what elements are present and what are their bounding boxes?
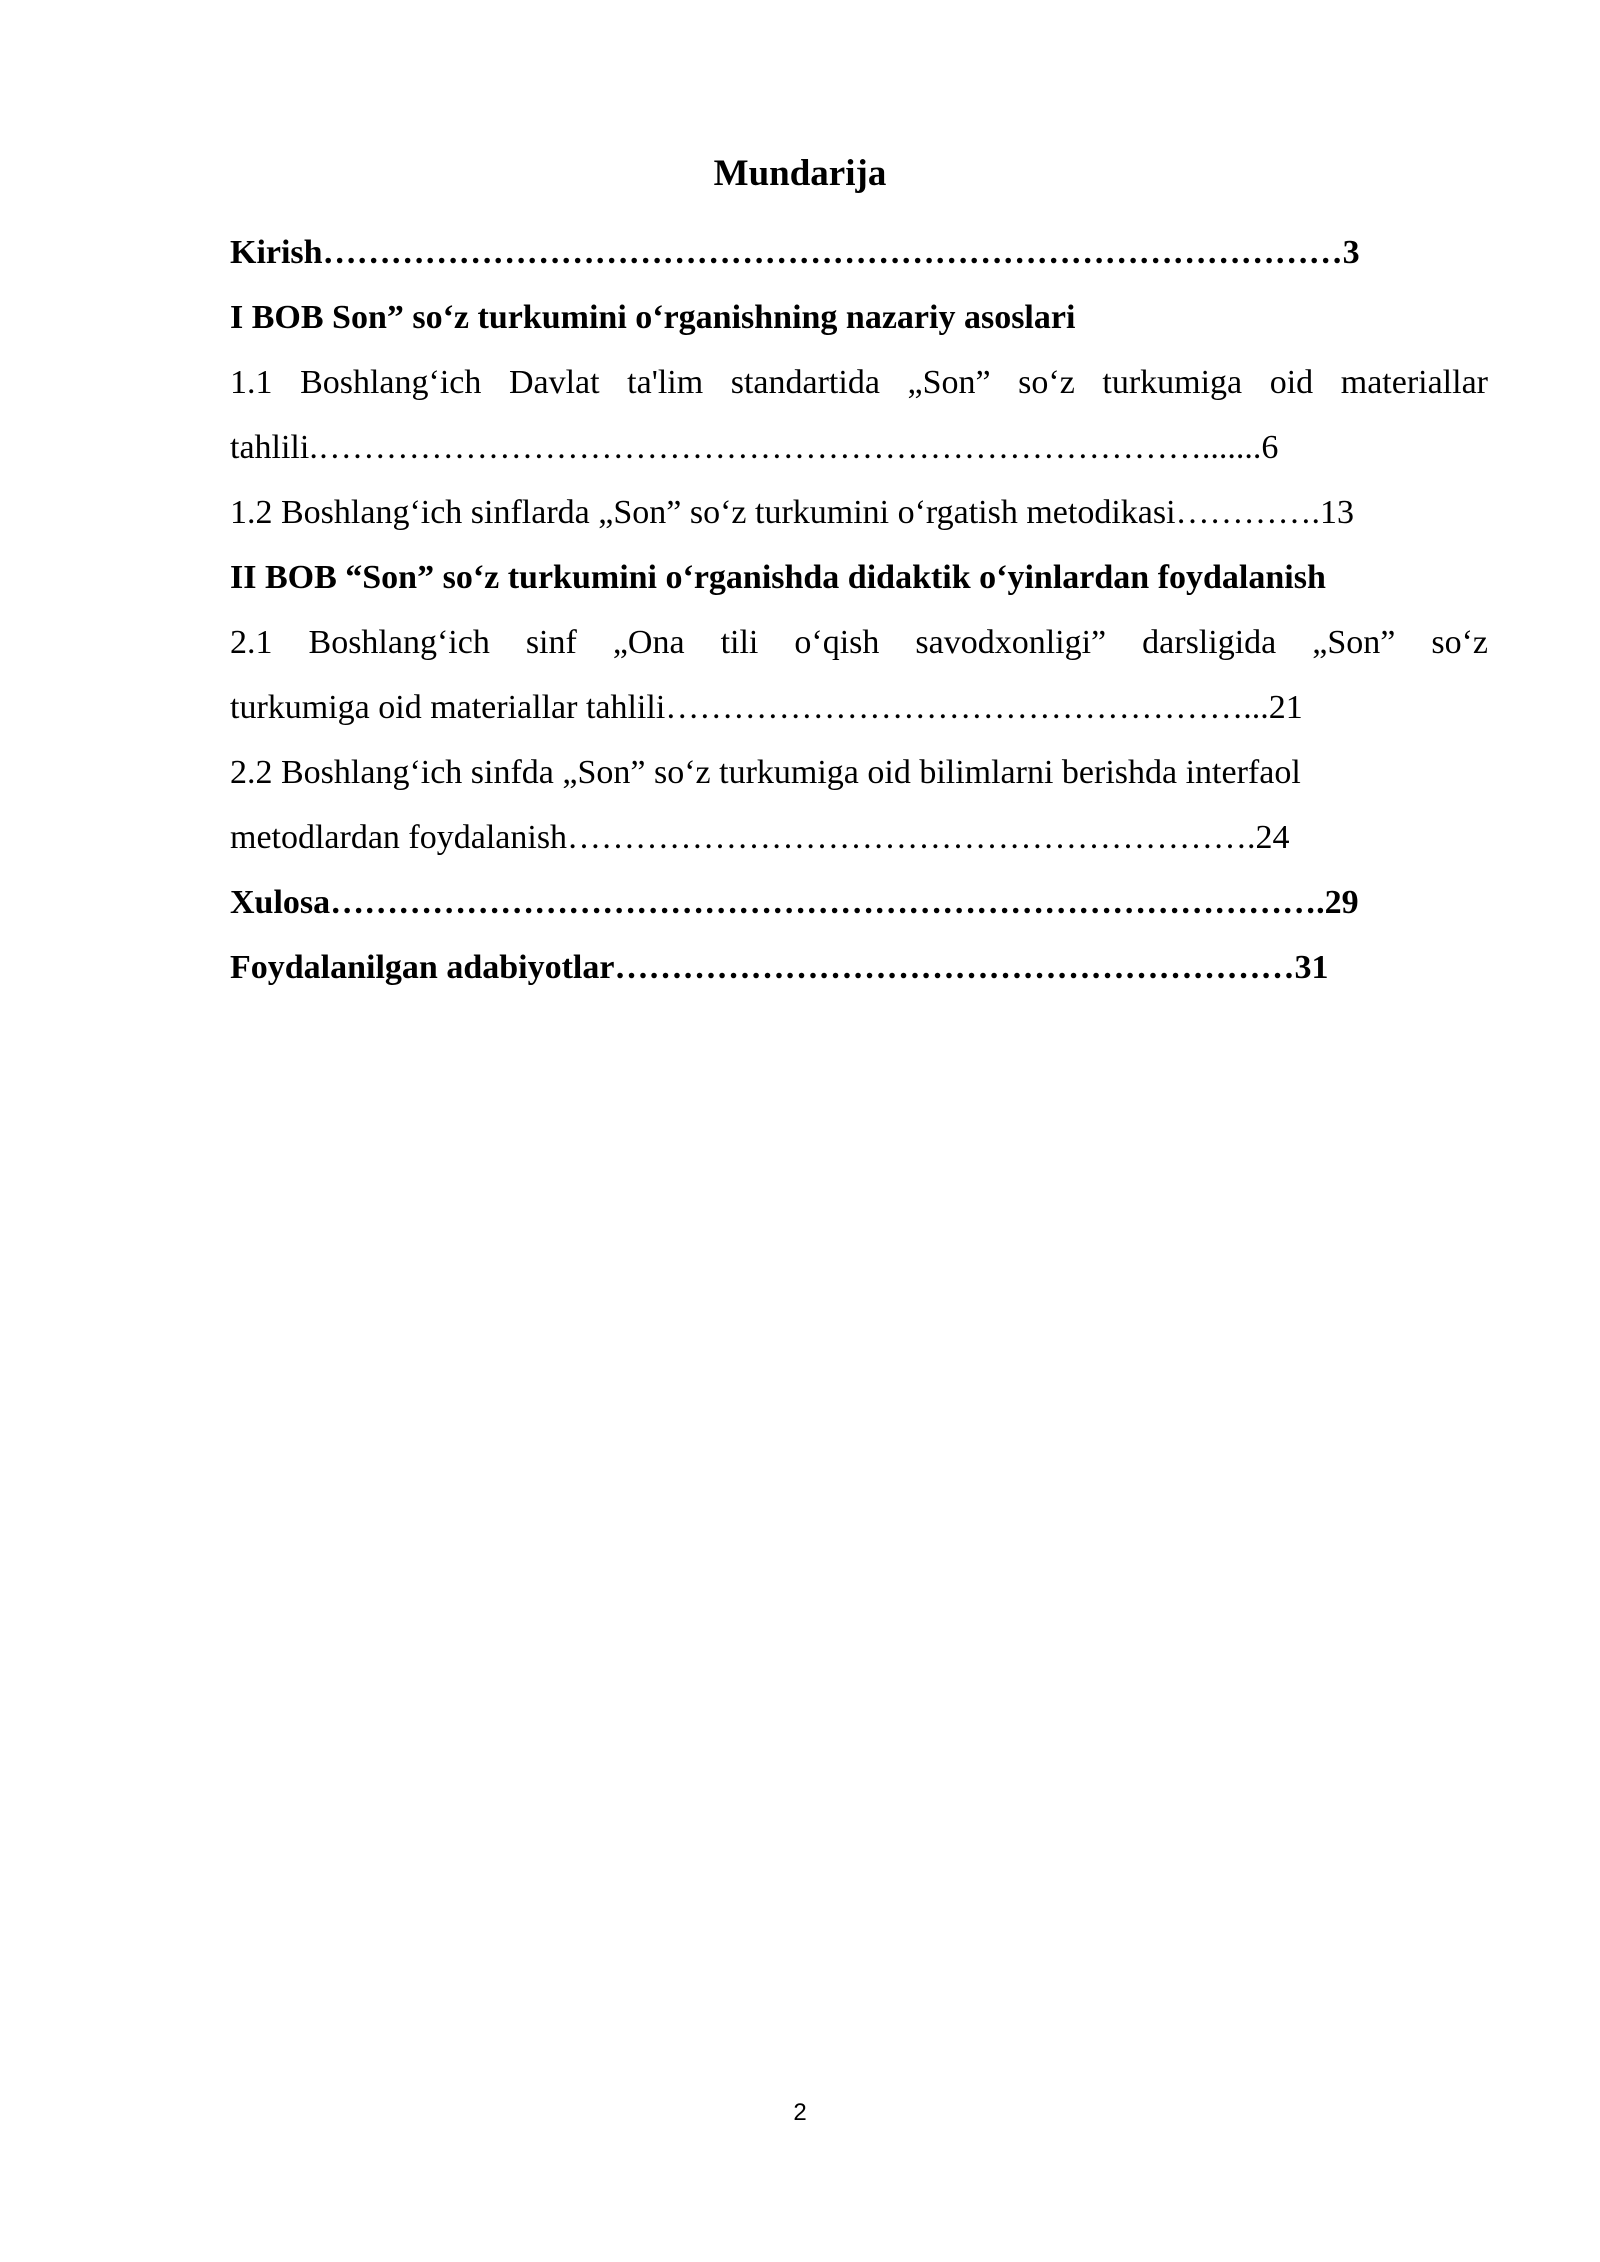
toc-entry-xulosa: Xulosa…………………………………………………………………………….29 [230, 884, 1359, 921]
toc-entry-adabiyotlar: Foydalanilgan adabiyotlar……………………………………………………31 [230, 949, 1329, 986]
toc-entry-1-1-line-2: tahlili.…………………………………………………………………….......6 [230, 429, 1279, 466]
toc-entry-2-1-line-2: turkumiga oid materiallar tahlili……………………………………………...21 [230, 689, 1303, 726]
toc-chapter-2-title: II BOB “Son” so‘z turkumini o‘rganishda didaktik o‘yinlardan foydalanish [230, 559, 1326, 596]
toc-chapter-1-title: I BOB Son” so‘z turkumini o‘rganishning nazariy asoslari [230, 299, 1076, 336]
toc-entry-1-1-line-1: 1.1 Boshlang‘ich Davlat ta'lim standartida „Son” so‘z turkumiga oid materiallar [230, 364, 1488, 401]
toc-entry-1-2: 1.2 Boshlang‘ich sinflarda „Son” so‘z turkumini o‘rgatish metodikasi………….13 [230, 494, 1355, 531]
toc-entry-2-2-line-2: metodlardan foydalanish…………………………………………………….24 [230, 819, 1290, 856]
page-number: 2 [793, 2099, 807, 2126]
toc-entry-2-2-line-1: 2.2 Boshlang‘ich sinfda „Son” so‘z turkumiga oid bilimlarni berishda interfaol [230, 754, 1301, 791]
page-title: Mundarija [713, 153, 887, 194]
table-of-contents [230, 220, 1488, 1000]
toc-entry-2-1-line-1: 2.1 Boshlang‘ich sinf „Ona tili o‘qish savodxonligi” darsligida „Son” so‘z [230, 624, 1488, 661]
toc-entry-kirish: Kirish………………………………………………………………………………3 [230, 234, 1360, 271]
